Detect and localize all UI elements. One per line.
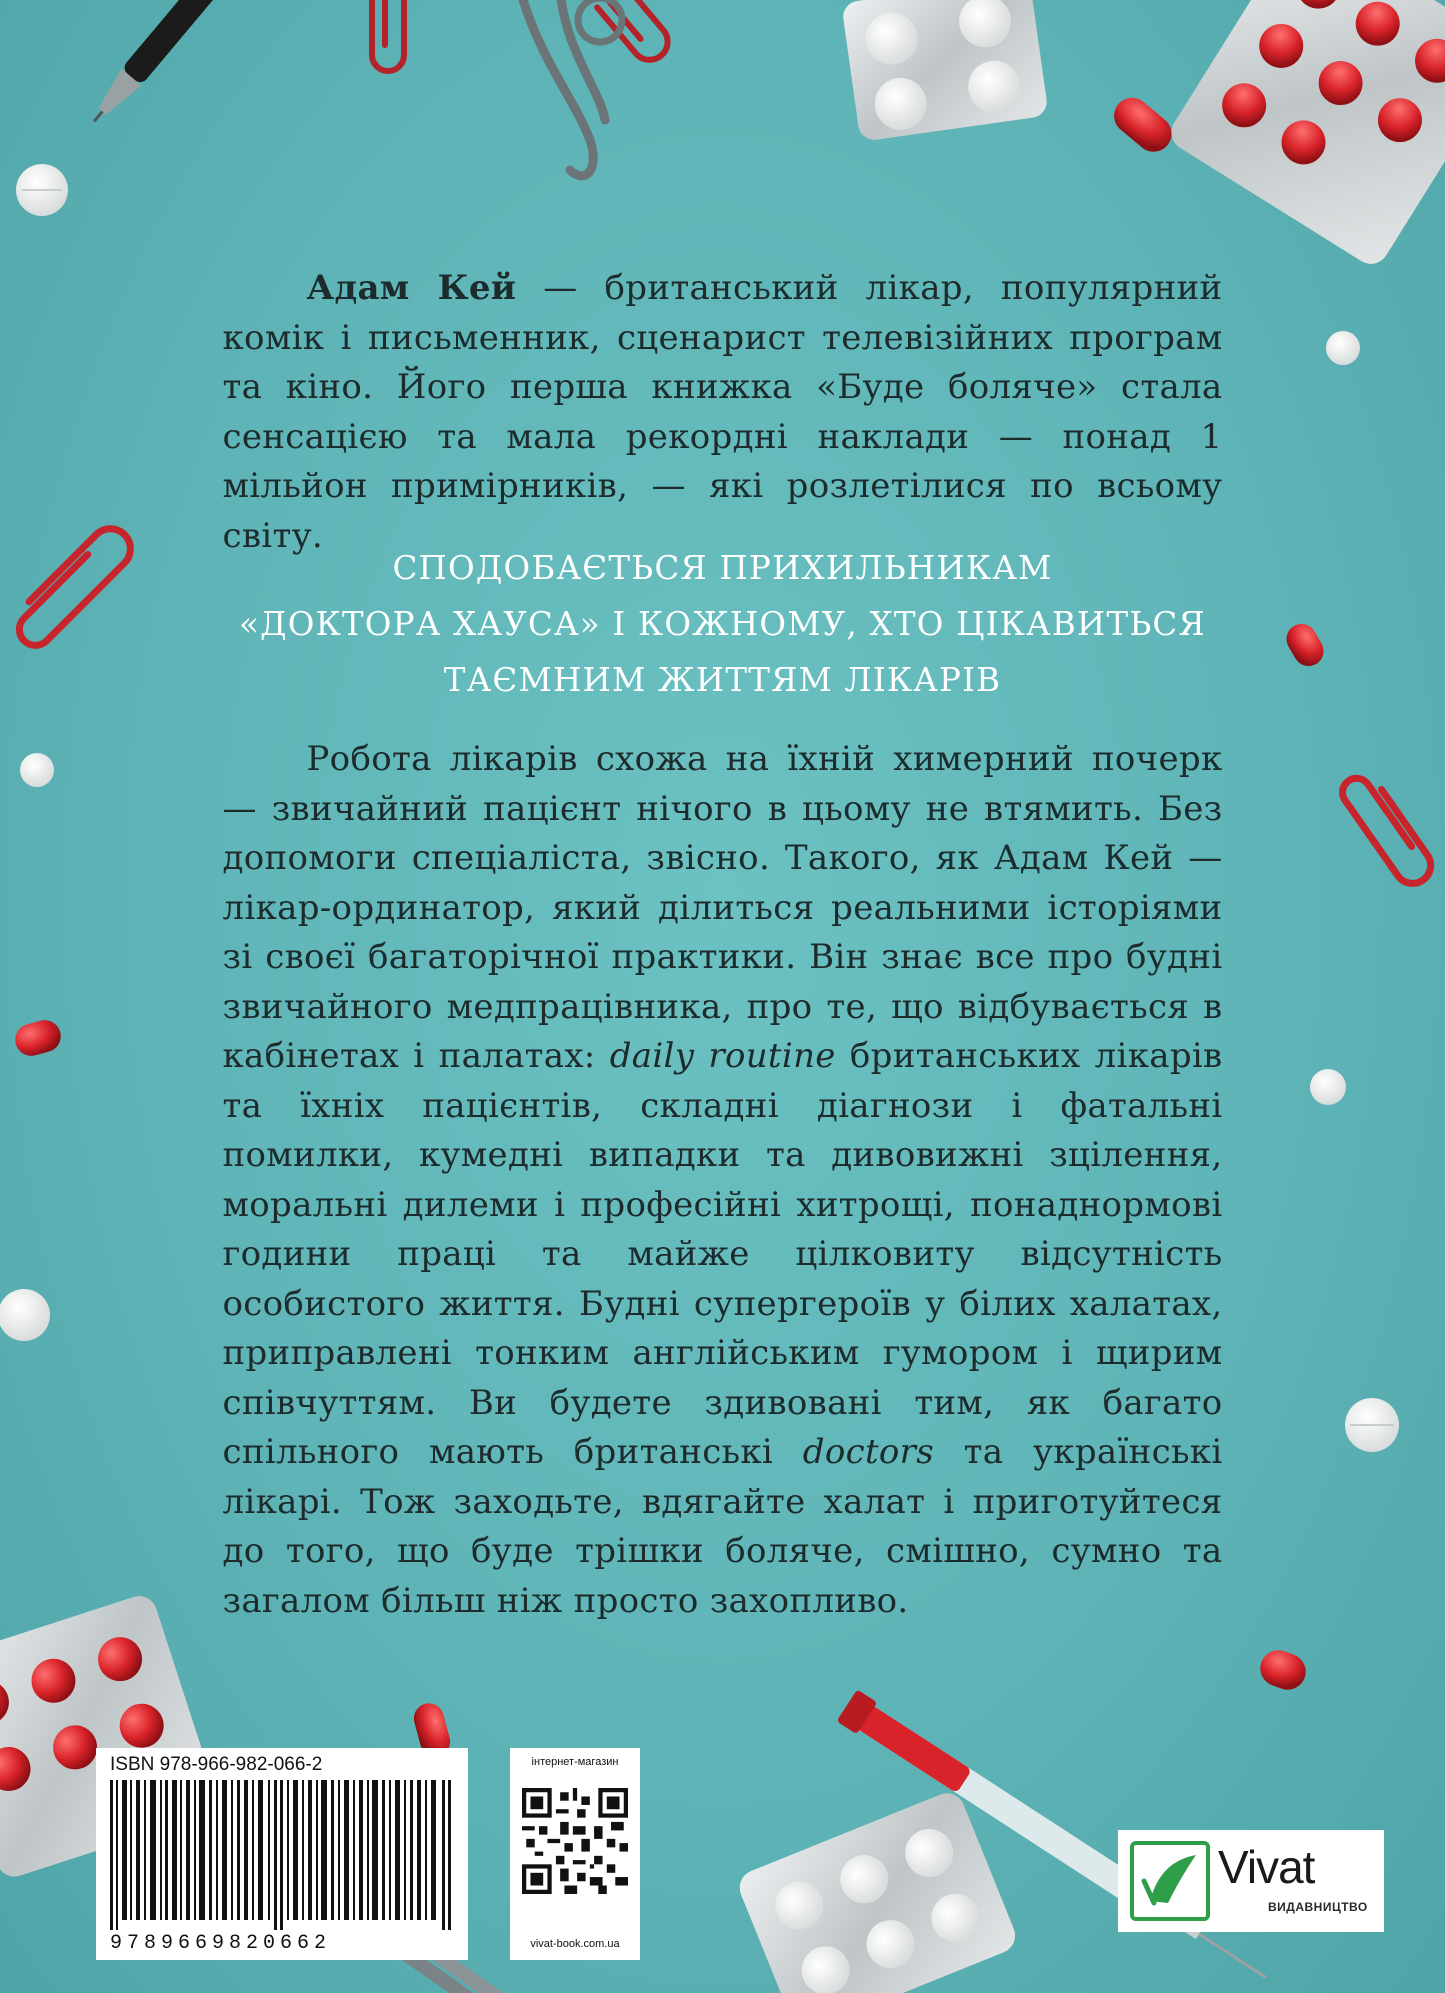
qr-url: vivat-book.com.ua: [530, 1938, 620, 1950]
description-text: британських лікарів та їхніх пацієнтів, складні діагнози і фатальні помилки, кумедні випадки та дивовижні зцілення, моральні дилеми і професійні хитрощі, понаднормові години праці та майже цілковиту відсутність особистого життя. Будні супергероїв у білих халатах, приправлені тонким англійським гумором і щирим співчуттям. Ви будете здивовані тим, як багато спільного мають британські: [222, 1036, 1223, 1472]
description-text: Робота лікарів схожа на їхній химерний почерк — звичайний пацієнт нічого в цьому не втямить. Без допомоги спеціаліста, звісно. Такого, як Адам Кей — лікар-ординатор, який ділиться реальними історіями зі своєї багаторічної практики. Він знає все про будні звичайного медпрацівника, про те, що відбувається в кабінетах і палатах:: [222, 739, 1223, 1076]
paper-clip-icon: [597, 0, 675, 67]
blister-pack-icon: [841, 0, 1049, 142]
tagline-line: ТАЄМНИМ ЖИТТЯМ ЛІКАРІВ: [443, 661, 1002, 699]
vivat-leaf-icon: [1130, 1841, 1210, 1921]
tagline-line: «ДОКТОРА ХАУСА» І КОЖНОМУ, ХТО ЦІКАВИТЬСЯ: [239, 605, 1206, 643]
isbn-digits: 9789669820662: [110, 1932, 332, 1955]
red-capsule-icon: [1255, 1645, 1311, 1695]
qr-caption: інтернет-магазин: [531, 1756, 619, 1768]
book-description-paragraph: [223, 735, 1223, 1626]
author-intro-text: — британський лікар, популярний комік і письменник, сценарист телевізійних програм та кіно. Його перша книжка «Буде боляче» стала сенсацією та мала рекордні наклади — понад 1 мільйон примірників, — які розлетілися по всьому світу.: [222, 268, 1223, 556]
book-description: [0, 735, 1445, 1626]
blister-pack-icon: [1165, 0, 1445, 271]
publisher-name: Vivat: [1218, 1841, 1315, 1893]
author-intro-paragraph: [223, 264, 1223, 561]
publisher-subtitle: ВИДАВНИЦТВО: [1268, 1900, 1368, 1914]
description-italic: doctors: [802, 1432, 934, 1472]
pen-icon: [84, 0, 283, 130]
forceps-icon: [520, 0, 622, 176]
description-text: та українські лікарі. Тож заходьте, вдягайте халат і приготуйтеся до того, що буде трішки боляче, смішно, сумно та загалом більш ніж просто захопливо.: [222, 1432, 1223, 1621]
blister-pack-icon: [734, 1788, 1020, 1993]
qr-code-block: [510, 1748, 640, 1960]
red-capsule-icon: [1107, 90, 1179, 159]
barcode-icon: [110, 1780, 454, 1930]
paper-clip-icon: [372, 0, 404, 71]
qr-code-icon[interactable]: [522, 1788, 628, 1894]
tagline: [0, 540, 1445, 708]
author-intro: [0, 264, 1445, 561]
tagline-line: СПОДОБАЄТЬСЯ ПРИХИЛЬНИКАМ: [392, 549, 1053, 587]
publisher-logo: [1118, 1830, 1384, 1932]
isbn-label: ISBN 978-966-982-066-2: [110, 1754, 323, 1775]
isbn-barcode: [96, 1748, 468, 1960]
white-pill-icon: [16, 164, 68, 216]
author-name: Адам Кей: [306, 268, 517, 308]
description-italic: daily routine: [609, 1036, 836, 1076]
